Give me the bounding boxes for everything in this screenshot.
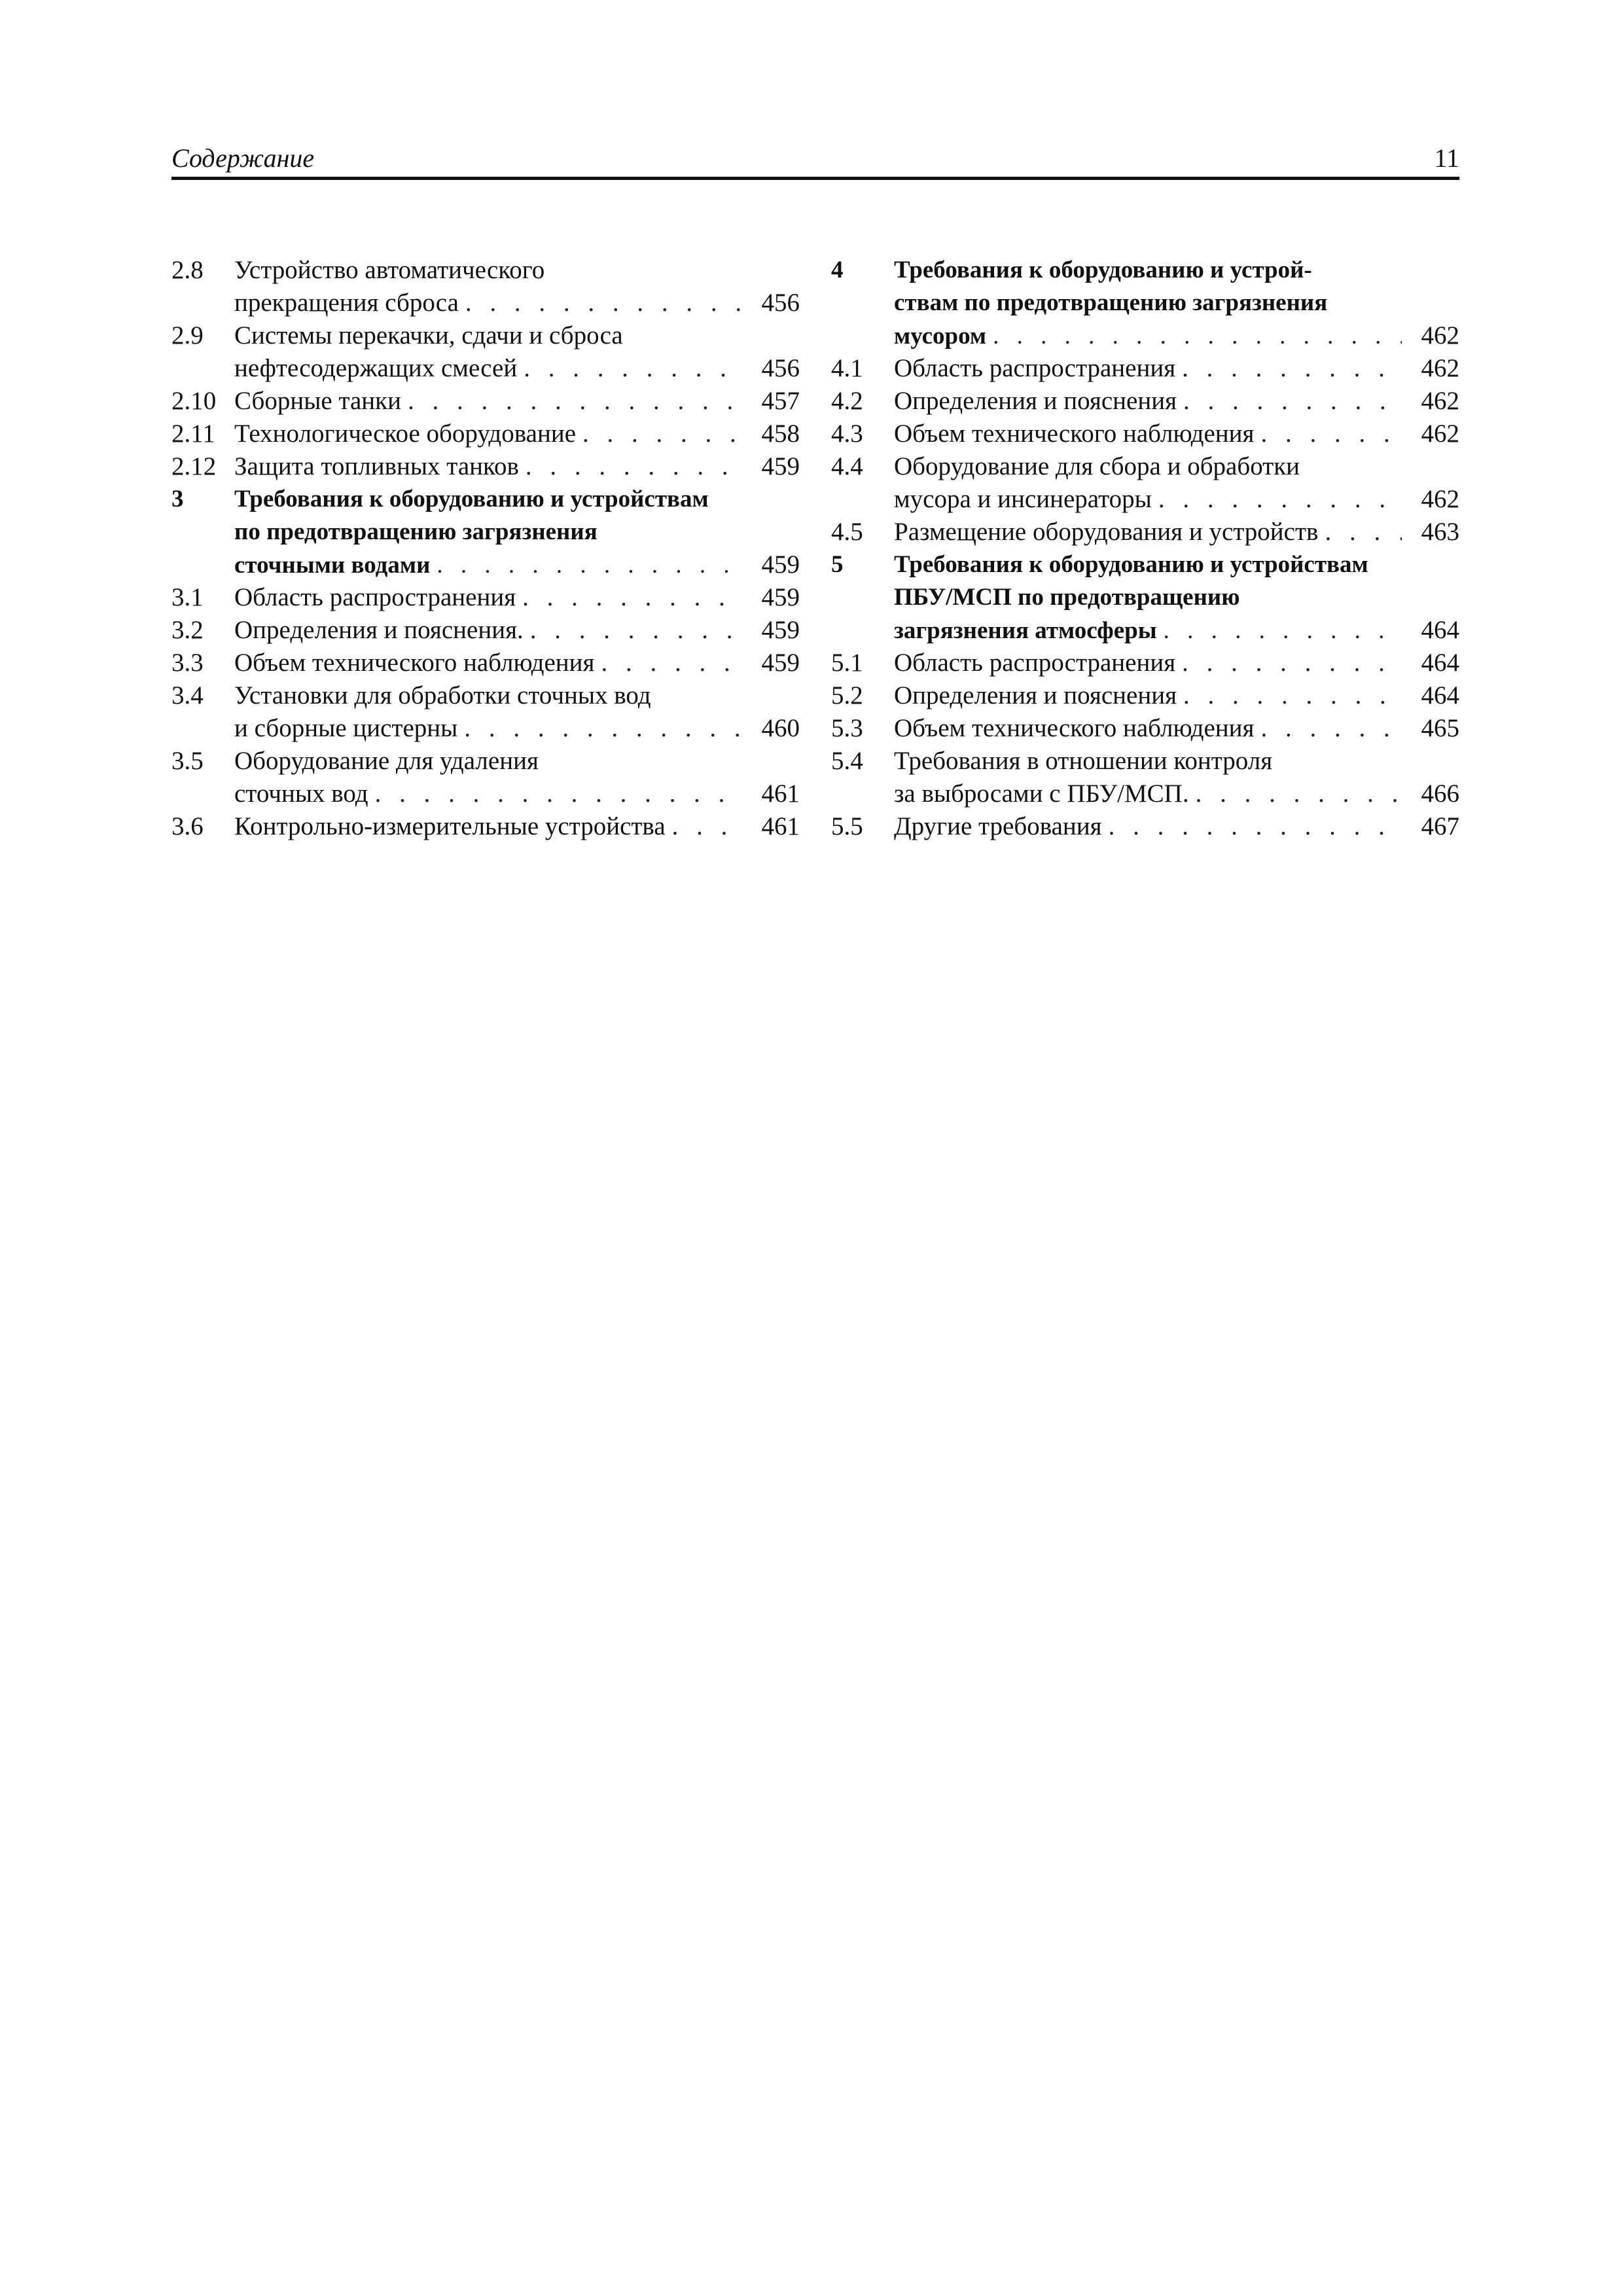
toc-section-entry (171, 254, 800, 319)
toc-entry-last-line (894, 516, 1459, 548)
toc-section-entry (171, 581, 800, 614)
toc-entry-title (234, 745, 800, 810)
dot-leader (1152, 483, 1402, 516)
dot-leader (1175, 647, 1402, 679)
toc-chapter-entry (831, 548, 1459, 647)
toc-entry-title (234, 614, 800, 647)
toc-entry-title-line: Установки для обработки сточных вод (234, 681, 651, 709)
toc-entry-page: 459 (761, 550, 800, 579)
toc-entry-title-line: Требования к оборудованию и устройствам (894, 551, 1368, 578)
toc-entry-title-line: Оборудование для сбора и обработки (894, 452, 1300, 480)
toc-entry-page: 456 (761, 289, 800, 317)
toc-entry-last-line (234, 352, 800, 385)
toc-entry-title-line: Определения и пояснения. (234, 616, 524, 644)
toc-entry-last-line (234, 548, 800, 581)
toc-entry-number: 4.5 (831, 518, 863, 546)
toc-entry-title-line: мусора и инсинераторы (894, 485, 1152, 513)
toc-entry-number: 5 (831, 551, 844, 578)
toc-entry-title-line: Определения и пояснения (894, 387, 1177, 415)
dot-leader (666, 810, 742, 843)
toc-entry-number: 2.8 (171, 256, 204, 284)
toc-entry-title (894, 679, 1459, 712)
toc-entry-number: 2.10 (171, 387, 217, 415)
toc-entry-last-line (234, 712, 800, 745)
toc-entry-number: 4.1 (831, 354, 863, 382)
toc-section-entry (831, 385, 1459, 418)
toc-entry-title-line: Системы перекачки, сдачи и сброса (234, 321, 623, 350)
toc-entry-title (894, 385, 1459, 418)
toc-entry-title-line: Оборудование для удаления (234, 747, 539, 775)
toc-entry-title-line: Устройство автоматического (234, 256, 545, 284)
toc-entry-title (234, 319, 800, 385)
toc-entry-title-line: Область распространения (234, 583, 516, 611)
dot-leader (1177, 679, 1402, 712)
toc-entry-title-line: Объем технического наблюдения (894, 420, 1255, 448)
toc-left-column (171, 254, 800, 843)
toc-entry-last-line (894, 712, 1459, 745)
toc-entry-last-line (894, 483, 1459, 516)
toc-entry-title-line: Технологическое оборудование (234, 420, 577, 448)
toc-entry-title-line: Требования в отношении контроля (894, 747, 1273, 775)
toc-section-entry (171, 810, 800, 843)
dot-leader (519, 450, 742, 483)
toc-entry-title (894, 647, 1459, 679)
toc-entry-number: 2.9 (171, 321, 204, 350)
toc-entry-title (894, 516, 1459, 548)
toc-entry-number: 3.2 (171, 616, 204, 644)
toc-entry-title (234, 581, 800, 614)
dot-leader (524, 614, 742, 647)
toc-entry-title-line: Сборные танки (234, 387, 401, 415)
dot-leader (517, 352, 742, 385)
toc-entry-title (234, 679, 800, 745)
toc-entry-number: 2.12 (171, 452, 217, 480)
dot-leader (1189, 778, 1402, 810)
toc-entry-title-line: Другие требования (894, 812, 1102, 840)
toc-section-entry (831, 450, 1459, 516)
toc-entry-number: 3.6 (171, 812, 204, 840)
toc-entry-last-line (234, 581, 800, 614)
toc-entry-page: 460 (761, 714, 800, 742)
dot-leader (368, 778, 742, 810)
dot-leader (1175, 352, 1402, 385)
toc-entry-title-line: ствам по предотвращению загрязнения (894, 289, 1328, 316)
dot-leader (1254, 712, 1402, 745)
dot-leader (594, 647, 742, 679)
toc-entry-number: 3.5 (171, 747, 204, 775)
toc-entry-last-line (894, 778, 1459, 810)
toc-entry-last-line (894, 647, 1459, 679)
toc-entry-number: 3.1 (171, 583, 204, 611)
dot-leader (430, 549, 742, 582)
toc-section-entry (171, 647, 800, 679)
toc-section-entry (171, 385, 800, 418)
toc-entry-title (894, 254, 1459, 352)
toc-section-entry (171, 319, 800, 385)
toc-entry-number: 4 (831, 257, 844, 283)
toc-entry-number: 5.5 (831, 812, 863, 840)
toc-section-entry (831, 516, 1459, 548)
dot-leader (516, 581, 742, 614)
toc-entry-title-line: ПБУ/МСП по предотвращению (894, 584, 1240, 611)
toc-right-column (831, 254, 1459, 843)
toc-section-entry (831, 352, 1459, 385)
toc-section-entry (831, 810, 1459, 843)
toc-entry-page: 462 (1421, 387, 1459, 415)
toc-entry-title (234, 254, 800, 319)
toc-entry-title (894, 352, 1459, 385)
toc-entry-page: 459 (761, 452, 800, 480)
toc-entry-title (894, 712, 1459, 745)
toc-entry-title-line: Размещение оборудования и устройств (894, 518, 1319, 546)
dot-leader (1254, 418, 1402, 450)
toc-section-entry (171, 418, 800, 450)
toc-entry-title-line: по предотвращению загрязнения (234, 518, 597, 545)
toc-section-entry (171, 450, 800, 483)
toc-entry-title (234, 450, 800, 483)
toc-entry-page: 467 (1421, 812, 1459, 840)
toc-entry-last-line (894, 679, 1459, 712)
toc-entry-last-line (234, 810, 800, 843)
toc-entry-title-line: Определения и пояснения (894, 681, 1177, 709)
dot-leader (459, 287, 742, 319)
toc-entry-last-line (234, 778, 800, 810)
toc-entry-title-line: Объем технического наблюдения (894, 714, 1255, 742)
toc-entry-page: 462 (1421, 485, 1459, 513)
toc-entry-last-line (894, 319, 1459, 352)
toc-entry-title-line: Контрольно-измерительные устройства (234, 812, 666, 840)
dot-leader (1177, 385, 1402, 418)
toc-entry-title-line: Область распространения (894, 649, 1176, 677)
toc-entry-title-line: загрязнения атмосферы (894, 617, 1157, 644)
toc-entry-number: 5.3 (831, 714, 863, 742)
toc-entry-number: 4.3 (831, 420, 863, 448)
dot-leader (457, 712, 742, 745)
toc-entry-title (234, 418, 800, 450)
toc-section-entry (831, 745, 1459, 810)
toc-entry-title (234, 810, 800, 843)
dot-leader (986, 320, 1402, 353)
toc-entry-number: 3 (171, 486, 184, 512)
toc-entry-page: 459 (761, 649, 800, 677)
toc-chapter-entry (831, 254, 1459, 352)
toc-section-entry (171, 679, 800, 745)
toc-entry-page: 464 (1421, 616, 1459, 644)
toc-entry-page: 462 (1421, 420, 1459, 448)
toc-entry-last-line (234, 418, 800, 450)
dot-leader (1318, 516, 1402, 548)
toc-entry-title (234, 647, 800, 679)
toc-entry-title (894, 418, 1459, 450)
toc-entry-title-line: Область распространения (894, 354, 1176, 382)
toc-entry-last-line (234, 287, 800, 319)
running-head-title: Содержание (171, 143, 315, 173)
toc-entry-number: 5.1 (831, 649, 863, 677)
toc-entry-title-line: мусором (894, 323, 987, 350)
toc-chapter-entry (171, 483, 800, 581)
toc-entry-number: 4.2 (831, 387, 863, 415)
toc-entry-title-line: и сборные цистерны (234, 714, 458, 742)
toc-entry-page: 463 (1421, 518, 1459, 546)
toc-entry-page: 457 (761, 387, 800, 415)
toc-entry-number: 4.4 (831, 452, 863, 480)
toc-entry-title (234, 483, 800, 581)
toc-entry-page: 462 (1421, 321, 1459, 350)
toc-entry-page: 464 (1421, 681, 1459, 709)
toc-entry-page: 459 (761, 616, 800, 644)
toc-entry-title-line: нефтесодержащих смесей (234, 354, 518, 382)
toc-entry-title-line: Требования к оборудованию и устройствам (234, 486, 709, 512)
toc-entry-page: 462 (1421, 354, 1459, 382)
page-number: 11 (1434, 143, 1459, 173)
toc-section-entry (831, 418, 1459, 450)
toc-entry-last-line (234, 647, 800, 679)
toc-entry-number: 5.2 (831, 681, 863, 709)
toc-entry-title-line: за выбросами с ПБУ/МСП. (894, 780, 1189, 808)
toc-entry-last-line (894, 418, 1459, 450)
toc-entry-title-line: сточных вод (234, 780, 368, 808)
toc-entry-page: 461 (761, 812, 800, 840)
dot-leader (576, 418, 742, 450)
toc-entry-title (894, 548, 1459, 647)
toc-entry-last-line (894, 614, 1459, 647)
dot-leader (401, 385, 742, 418)
toc-entry-last-line (234, 385, 800, 418)
toc-entry-number: 5.4 (831, 747, 863, 775)
toc-entry-title (894, 745, 1459, 810)
dot-leader (1157, 615, 1402, 647)
toc-entry-number: 3.4 (171, 681, 204, 709)
dot-leader (1102, 810, 1402, 843)
toc-entry-page: 461 (761, 780, 800, 808)
toc-entry-page: 458 (761, 420, 800, 448)
toc-section-entry (171, 614, 800, 647)
toc-entry-last-line (894, 352, 1459, 385)
running-head (171, 139, 1459, 178)
toc-entry-title-line: сточными водами (234, 552, 431, 579)
toc-section-entry (831, 712, 1459, 745)
toc-entry-last-line (894, 810, 1459, 843)
toc-entry-page: 459 (761, 583, 800, 611)
toc-entry-number: 2.11 (171, 420, 215, 448)
toc-entry-page: 465 (1421, 714, 1459, 742)
toc-entry-number: 3.3 (171, 649, 204, 677)
toc-section-entry (831, 679, 1459, 712)
toc-entry-title (234, 385, 800, 418)
toc-entry-title-line: Объем технического наблюдения (234, 649, 595, 677)
toc-entry-page: 456 (761, 354, 800, 382)
toc-entry-page: 466 (1421, 780, 1459, 808)
toc-entry-last-line (234, 614, 800, 647)
toc-entry-title (894, 450, 1459, 516)
header-rule (171, 177, 1459, 180)
toc-entry-last-line (894, 385, 1459, 418)
toc-entry-title (894, 810, 1459, 843)
toc-entry-title-line: Требования к оборудованию и устрой- (894, 257, 1312, 283)
toc-entry-title-line: Защита топливных танков (234, 452, 519, 480)
toc-entry-title-line: прекращения сброса (234, 289, 459, 317)
toc-section-entry (171, 745, 800, 810)
toc-entry-page: 464 (1421, 649, 1459, 677)
toc-entry-last-line (234, 450, 800, 483)
toc-section-entry (831, 647, 1459, 679)
